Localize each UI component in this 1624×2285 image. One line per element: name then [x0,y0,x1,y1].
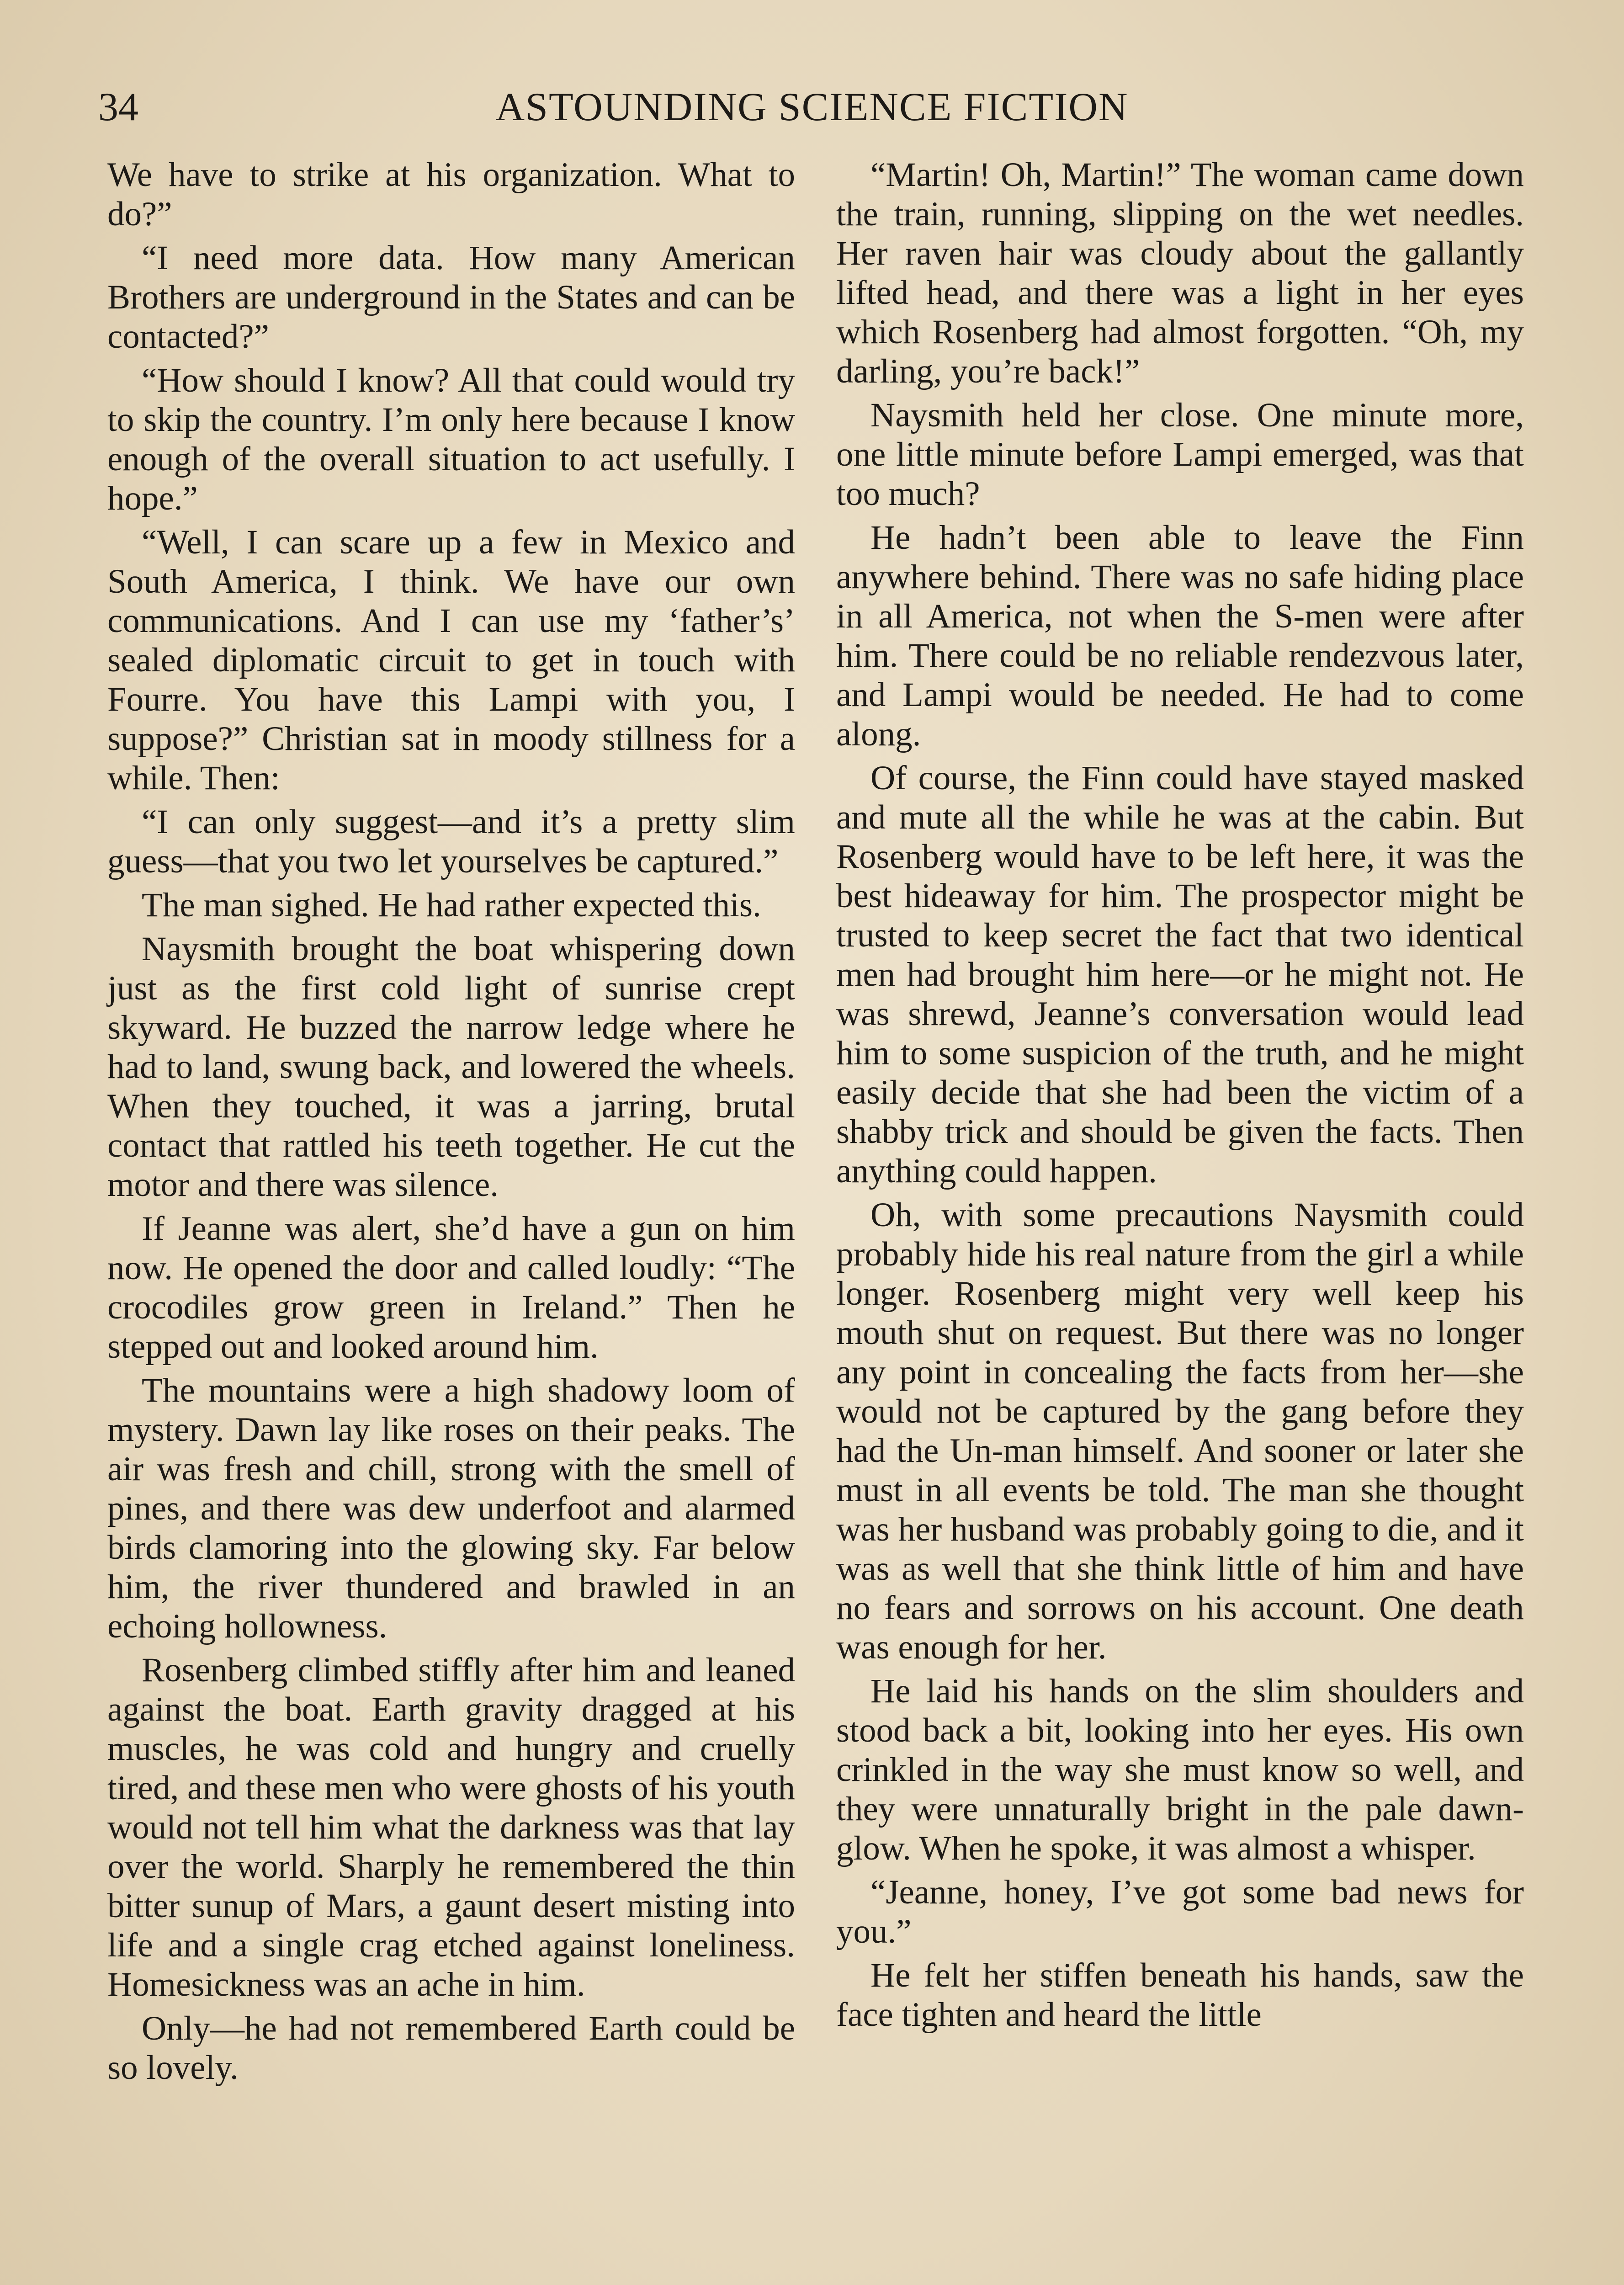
paragraph: Naysmith brought the boat whispering down just as the first cold light of sunrise crept skyward. He buzzed the narrow ledge where he had to land, swung back, and lowered the wheels. When they touched, it was a jarring, brutal contact that rattled his teeth together. He cut the motor and there was silence. [107,930,795,1204]
right-column [836,155,1524,2039]
paragraph: The man sighed. He had rather expected this. [142,886,761,924]
paragraph: Naysmith held her close. One minute more, one little minute before Lampi emerged, was that too much? [836,396,1524,513]
paragraph: “Jeanne, honey, I’ve got some bad news for you.” [836,1873,1524,1950]
page-header [98,80,1526,135]
paragraph: “I need more data. How many American Brothers are underground in the States and can be contacted?” [107,239,795,356]
paragraph: He felt her stiffen beneath his hands, saw the face tighten and heard the little [836,1956,1524,2034]
paragraph: He laid his hands on the slim shoulders and stood back a bit, looking into her eyes. His own crinkled in the way she must know so well, and they were unnaturally bright in the pale dawn-glow. When he spoke, it was almost a whisper. [836,1672,1524,1867]
paragraph: “Well, I can scare up a few in Mexico and South America, I think. We have our own communications. And I can use my ‘father’s’ sealed diplomatic circuit to get in touch with Fourre. You have this Lampi with you, I suppose?” Christian sat in moody stillness for a while. Then: [107,523,795,797]
paragraph: We have to strike at his organization. What to do?” [107,156,795,233]
paragraph: Rosenberg climbed stiffly after him and leaned against the boat. Earth gravity dragged at his muscles, he was cold and hungry and cruelly tired, and these men who were ghosts of his youth would not tell him what the darkness was that lay over the world. Sharply he remembered the thin bitter sunup of Mars, a gaunt desert misting into life and a single crag etched against loneliness. Homesickness was an ache in him. [107,1651,795,2003]
paragraph: Oh, with some precautions Naysmith could probably hide his real nature from the girl a while longer. Rosenberg might very well keep his mouth shut on request. But there was no longer any point in concealing the facts from her—she would not be captured by the gang before they had the Un-man himself. And sooner or later she must in all events be told. The man she thought was her husband was probably going to die, and it was as well that she think little of him and have no fears and sorrows on his account. One death was enough for her. [836,1196,1524,1666]
paragraph: “I can only suggest—and it’s a pretty slim guess—that you two let yourselves be captured.” [107,803,795,880]
left-column [107,155,795,2092]
running-title: ASTOUNDING SCIENCE FICTION [495,85,1129,129]
paragraph: Of course, the Finn could have stayed masked and mute all the while he was at the cabin. But Rosenberg would have to be left here, it was the best hideaway for him. The prospector might be trusted to keep secret the fact that two identical men had brought him here—or he might not. He was shrewd, Jeanne’s conversation would lead him to some suspicion of the truth, and he might easily decide that she had been the victim of a shabby trick and should be given the facts. Then anything could happen. [836,759,1524,1190]
paragraph: He hadn’t been able to leave the Finn anywhere behind. There was no safe hiding place in all America, not when the S-men were after him. There could be no reliable rendezvous later, and Lampi would be needed. He had to come along. [836,519,1524,753]
paragraph: “How should I know? All that could would try to skip the country. I’m only here because I know enough of the overall situation to act usefully. I hope.” [107,361,795,517]
paragraph: Only—he had not remembered Earth could be so lovely. [107,2009,795,2087]
paragraph: If Jeanne was alert, she’d have a gun on him now. He opened the door and called loudly: “The crocodiles grow green in Ireland.” Then he stepped out and looked around him. [107,1210,795,1366]
page-number: 34 [98,85,138,129]
paragraph: The mountains were a high shadowy loom of mystery. Dawn lay like roses on their peaks. The air was fresh and chill, strong with the smell of pines, and there was dew underfoot and alarmed birds clamoring into the glowing sky. Far below him, the river thundered and brawled in an echoing hollowness. [107,1371,795,1645]
paragraph: “Martin! Oh, Martin!” The woman came down the train, running, slipping on the wet needles. Her raven hair was cloudy about the gallantly lifted head, and there was a light in her eyes which Rosenberg had almost forgotten. “Oh, my darling, you’re back!” [836,156,1524,390]
